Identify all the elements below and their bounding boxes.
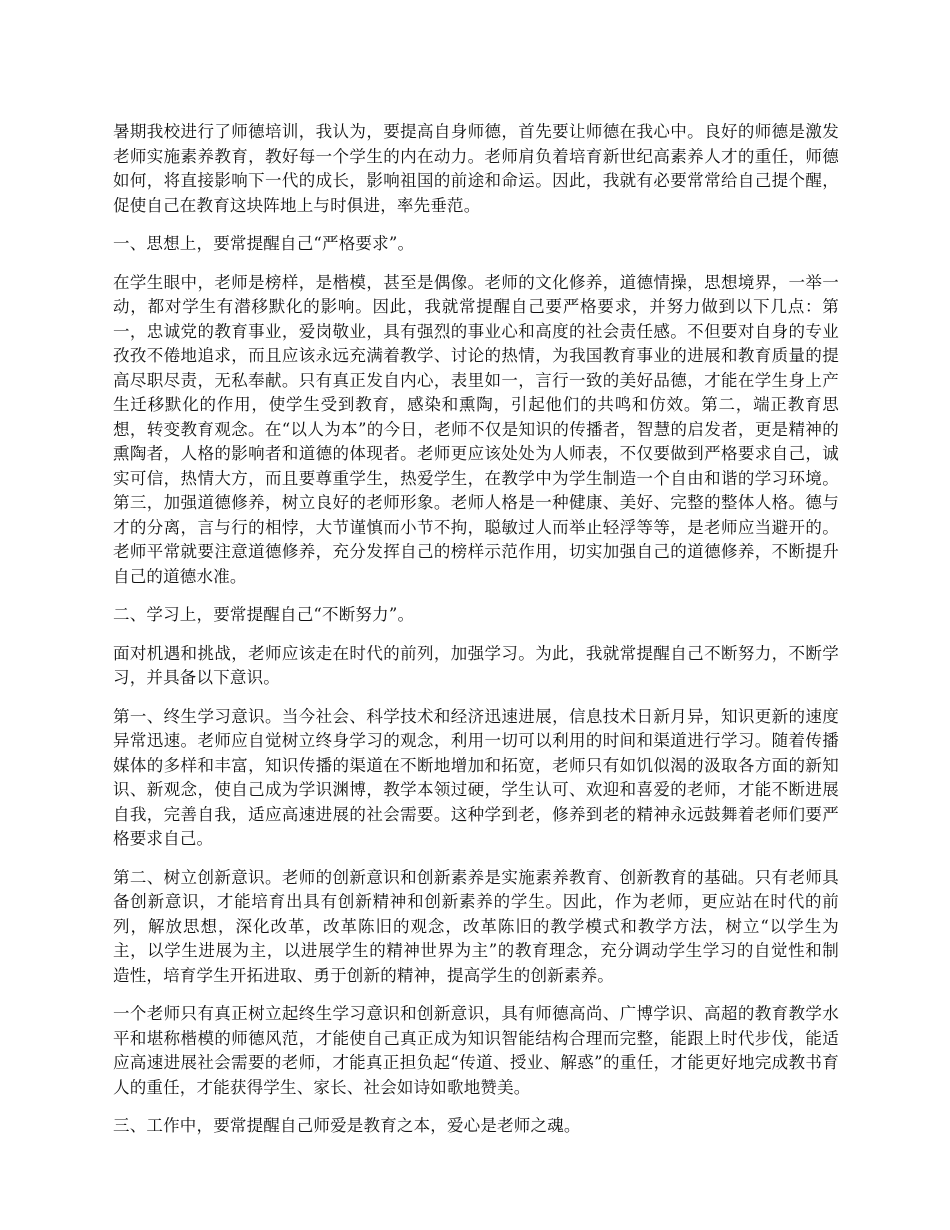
section-heading-1: 一、思想上，要常提醒自己“严格要求”。	[113, 234, 415, 253]
document-body	[113, 120, 839, 1153]
paragraph-summary: 一个老师只有真正树立起终生学习意识和创新意识，具有师德高尚、广博学识、高超的教育教学水平和堪称楷模的师德风范，才能使自己真正成为知识智能结构合理而完整，能跟上时代步伐，能适应高速进展社会需要的老师，才能真正担负起“传道、授业、解惑”的重任，才能更好地完成教书育人的重任，才能获得学生、家长、社会如诗如歌地赞美。	[113, 1004, 839, 1097]
section-heading-2: 二、学习上，要常提醒自己“不断努力”。	[113, 605, 415, 624]
section-heading-3: 三、工作中，要常提醒自己师爱是教育之本，爱心是老师之魂。	[113, 1116, 581, 1135]
paragraph-lifelong-learning: 第一、终生学习意识。当今社会、科学技术和经济迅速进展，信息技术日新月异，知识更新的速度异常迅速。老师应自觉树立终身学习的观念，利用一切可以利用的时间和渠道进行学习。随着传播媒体的多样和丰富，知识传播的渠道在不断地增加和拓宽，老师只有如饥似渴的汲取各方面的新知识、新观念，使自己成为学识渊博，教学本领过硬，学生认可、欢迎和喜爱的老师，才能不断进展自我，完善自我，适应高速进展的社会需要。这种学到老，修养到老的精神永远鼓舞着老师们要严格要求自己。	[113, 706, 839, 848]
paragraph-innovation: 第二、树立创新意识。老师的创新意识和创新素养是实施素养教育、创新教育的基础。只有老师具备创新意识，才能培育出具有创新精神和创新素养的学生。因此，作为老师，更应站在时代的前列，解放思想，深化改革，改革陈旧的观念，改革陈旧的教学模式和教学方法，树立“以学生为主，以学生进展为主，以进展学生的精神世界为主”的教育理念，充分调动学生学习的自觉性和制造性，培育学生开拓进取、勇于创新的精神，提高学生的创新素养。	[113, 867, 839, 985]
paragraph-section-2-intro: 面对机遇和挑战，老师应该走在时代的前列，加强学习。为此，我就常提醒自己不断努力，不断学习，并具备以下意识。	[113, 643, 839, 687]
paragraph-intro: 暑期我校进行了师德培训，我认为，要提高自身师德，首先要让师德在我心中。良好的师德是激发老师实施素养教育，教好每一个学生的内在动力。老师肩负着培育新世纪高素养人才的重任，师德如何，将直接影响下一代的成长，影响祖国的前途和命运。因此，我就有必要常常给自己提个醒，促使自己在教育这块阵地上与时俱进，率先垂范。	[113, 122, 839, 215]
paragraph-section-1: 在学生眼中，老师是榜样，是楷模，甚至是偶像。老师的文化修养，道德情操，思想境界，一举一动，都对学生有潜移默化的影响。因此，我就常提醒自己要严格要求，并努力做到以下几点：第一，忠诚党的教育事业，爱岗敬业，具有强烈的事业心和高度的社会责任感。不但要对自身的专业孜孜不倦地追求，而且应该永远充满着教学、讨论的热情，为我国教育事业的进展和教育质量的提高尽职尽责，无私奉献。只有真正发自内心，表里如一，言行一致的美好品德，才能在学生身上产生迁移默化的作用，使学生受到教育，感染和熏陶，引起他们的共鸣和仿效。第二，端正教育思想，转变教育观念。在“以人为本”的今日，老师不仅是知识的传播者，智慧的启发者，更是精神的熏陶者，人格的影响者和道德的体现者。老师更应该处处为人师表，不仅要做到严格要求自己，诚实可信，热情大方，而且要尊重学生，热爱学生，在教学中为学生制造一个自由和谐的学习环境。第三，加强道德修养，树立良好的老师形象。老师人格是一种健康、美好、完整的整体人格。德与才的分离，言与行的相悖，大节谨慎而小节不拘，聪敏过人而举止轻浮等等，是老师应当避开的。老师平常就要注意道德修养，充分发挥自己的榜样示范作用，切实加强自己的道德修养，不断提升自己的道德水准。	[113, 272, 839, 586]
